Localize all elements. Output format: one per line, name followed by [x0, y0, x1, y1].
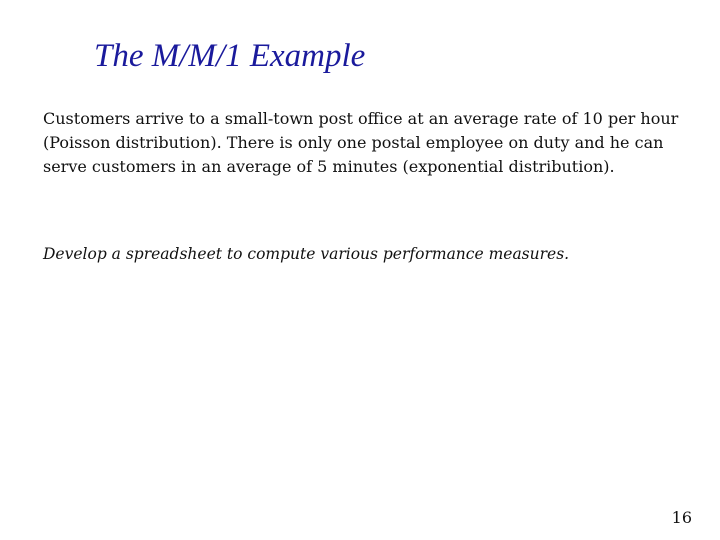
problem-statement: Customers arrive to a small-town post office at an average rate of 10 per hour (Poisson distribution). There is only one postal employee on duty and he can serve customers in an average of 5 minutes (exponential distribution).	[43, 109, 679, 176]
task-instruction: Develop a spreadsheet to compute various performance measures.	[43, 245, 570, 263]
slide-title: The M/M/1 Example	[94, 38, 366, 74]
page-number: 16	[671, 508, 692, 527]
